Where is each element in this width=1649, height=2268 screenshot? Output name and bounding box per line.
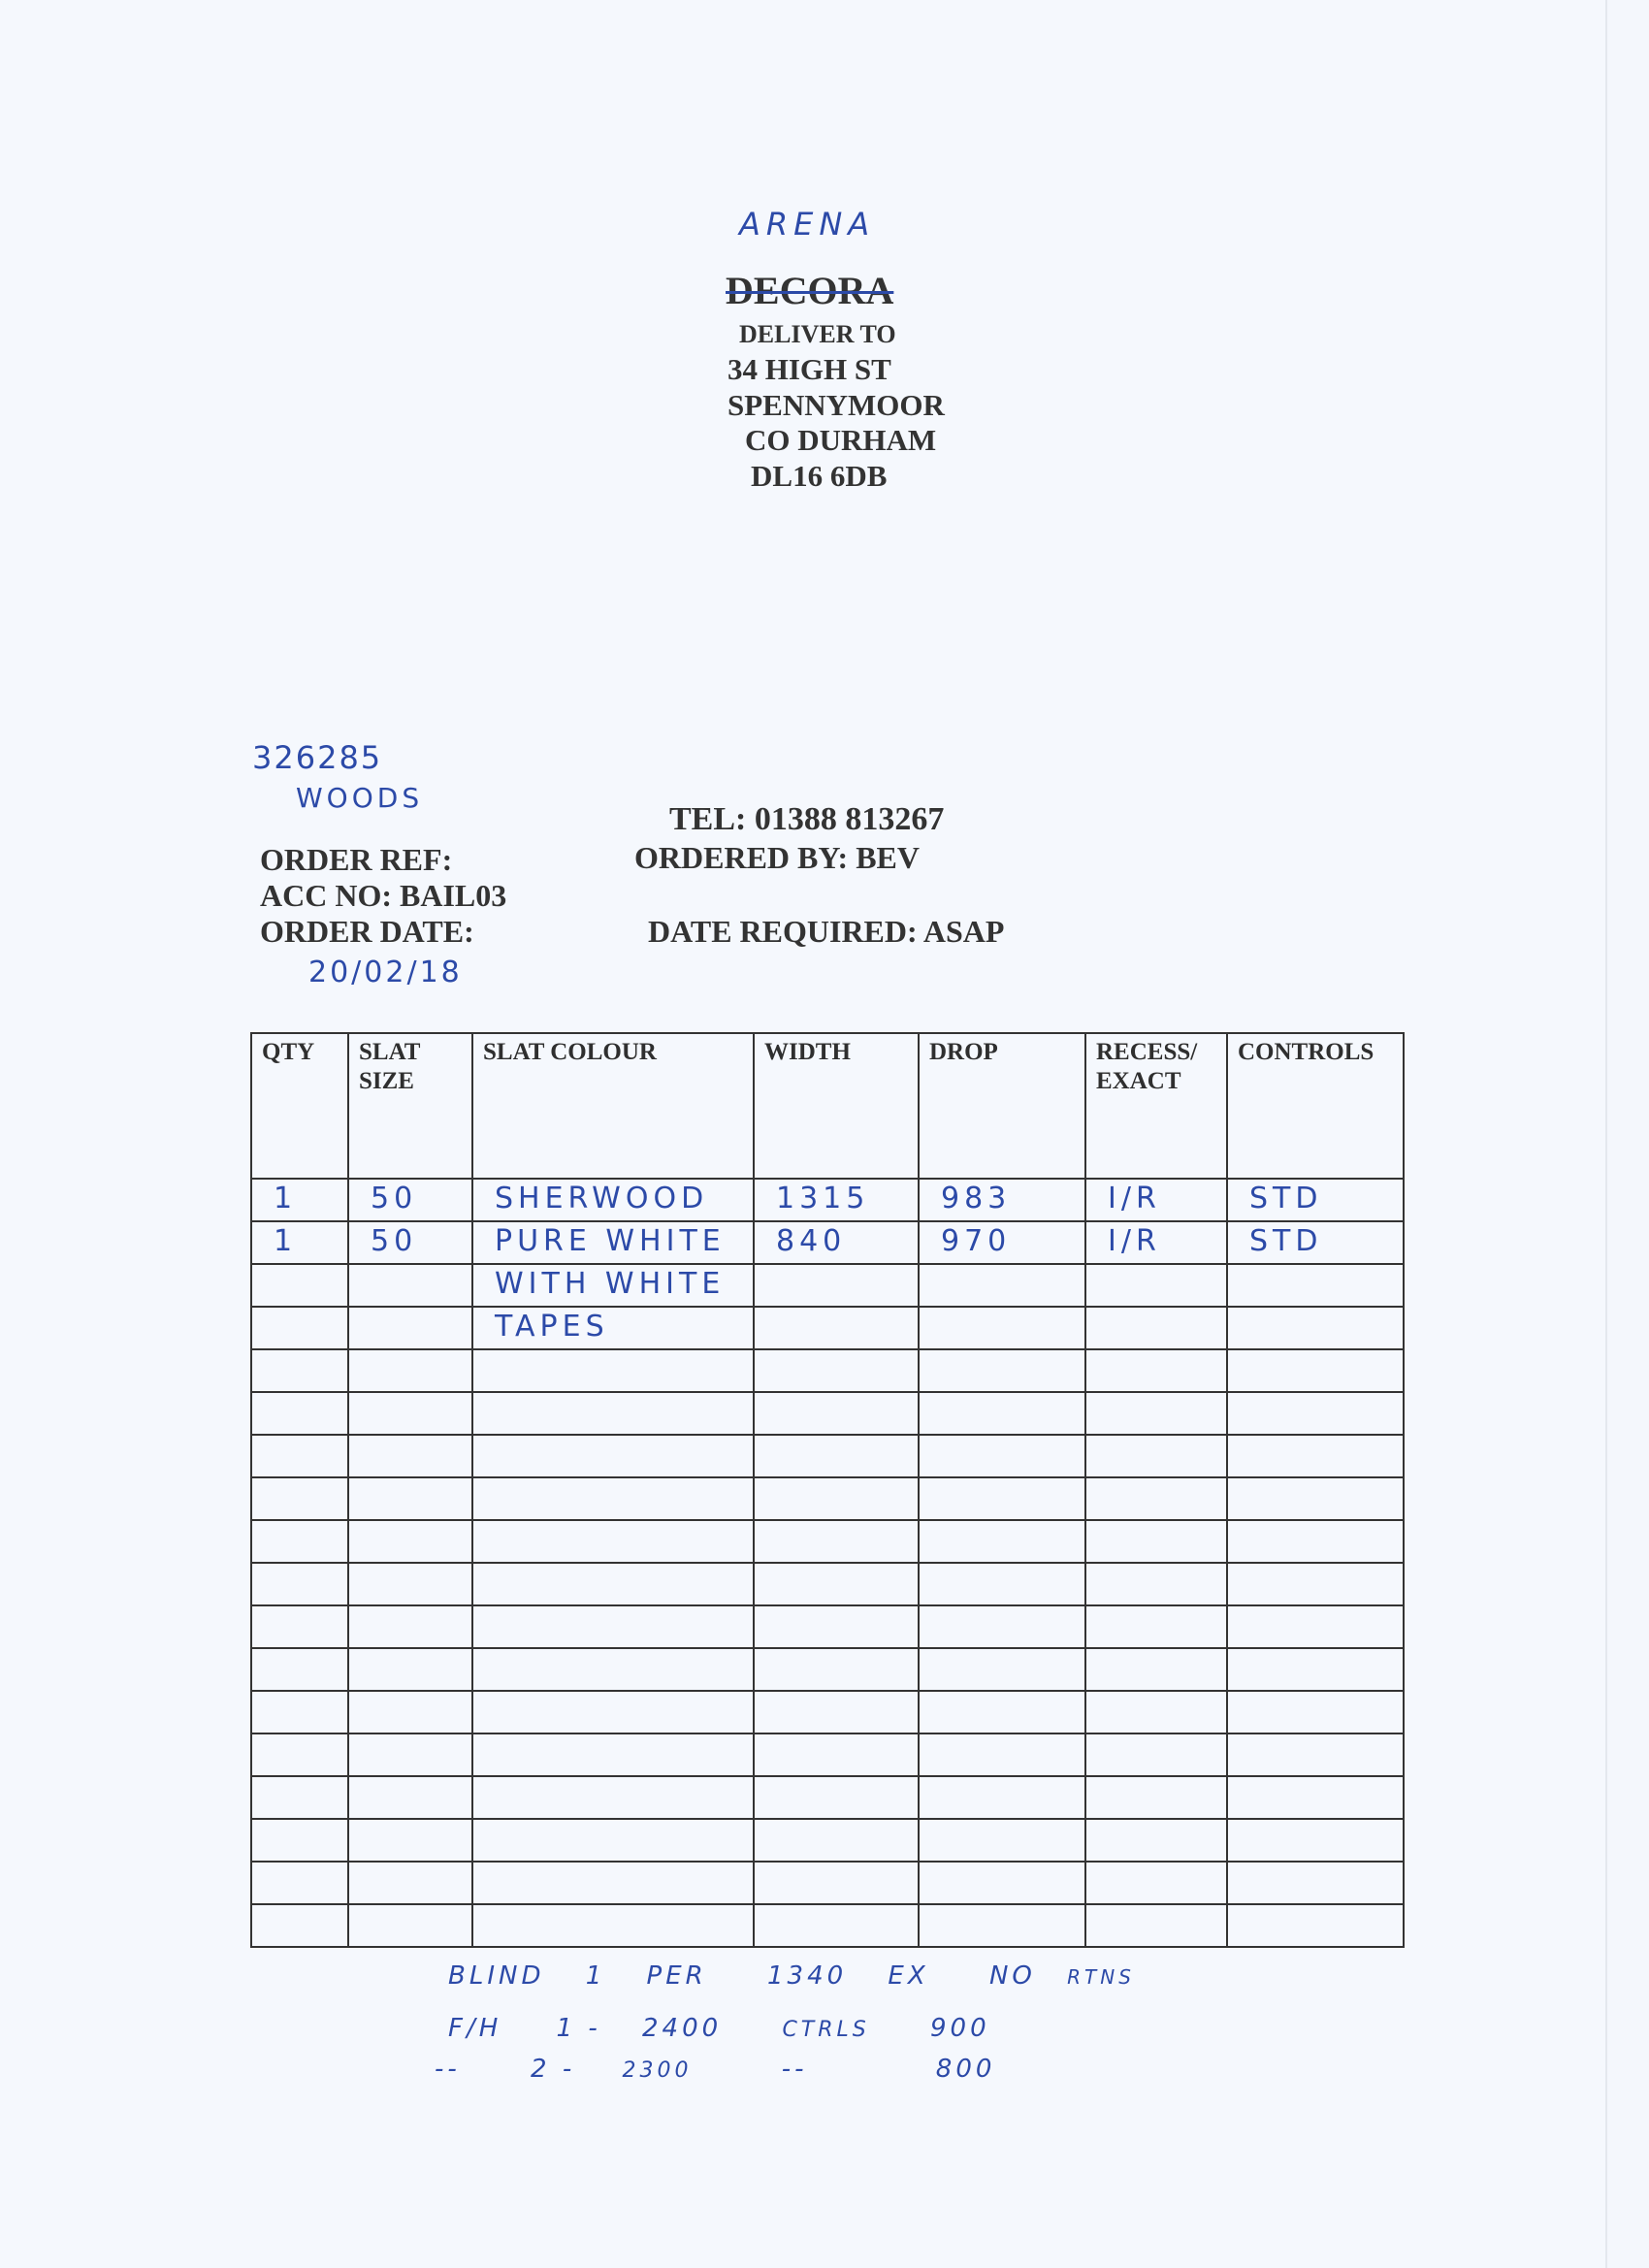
table-row bbox=[251, 1862, 1404, 1904]
table-row bbox=[251, 1349, 1404, 1392]
cell-slat-size bbox=[348, 1435, 472, 1477]
header-qty: QTY bbox=[251, 1033, 348, 1179]
table-row bbox=[251, 1179, 1404, 1221]
header-slat-size: SLAT SIZE bbox=[348, 1033, 472, 1179]
cell-drop bbox=[919, 1520, 1085, 1563]
cell-slat-colour: PURE WHITE bbox=[472, 1221, 754, 1264]
cell-slat-size bbox=[348, 1392, 472, 1435]
cell-width: 840 bbox=[754, 1221, 919, 1264]
cell-slat-colour bbox=[472, 1563, 754, 1605]
table-row bbox=[251, 1520, 1404, 1563]
note-word: F/H bbox=[448, 2014, 502, 2043]
cell-qty bbox=[251, 1904, 348, 1947]
cell-controls bbox=[1227, 1264, 1404, 1307]
cell-slat-size bbox=[348, 1520, 472, 1563]
note-word: 2 - bbox=[531, 2055, 576, 2084]
tel-number: TEL: 01388 813267 bbox=[669, 801, 945, 837]
order-date-label: ORDER DATE: bbox=[260, 914, 474, 949]
note-line-3 bbox=[435, 2055, 995, 2084]
cell-controls: STD bbox=[1227, 1221, 1404, 1264]
cell-width: 1315 bbox=[754, 1179, 919, 1221]
note-line-2 bbox=[448, 2014, 990, 2043]
cell-controls bbox=[1227, 1392, 1404, 1435]
ordered-by: ORDERED BY: BEV bbox=[634, 840, 920, 875]
cell-qty bbox=[251, 1776, 348, 1819]
cell-width bbox=[754, 1349, 919, 1392]
cell-slat-size: 50 bbox=[348, 1179, 472, 1221]
table-row bbox=[251, 1733, 1404, 1776]
cell-controls bbox=[1227, 1904, 1404, 1947]
header-controls: CONTROLS bbox=[1227, 1033, 1404, 1179]
cell-slat-colour bbox=[472, 1862, 754, 1904]
cell-slat-colour bbox=[472, 1691, 754, 1733]
note-line-1 bbox=[448, 1961, 1135, 1991]
order-table bbox=[250, 1032, 1405, 1948]
cell-slat-size bbox=[348, 1733, 472, 1776]
table-row bbox=[251, 1648, 1404, 1691]
cell-recess bbox=[1085, 1392, 1227, 1435]
cell-qty bbox=[251, 1477, 348, 1520]
deliver-to-label: DELIVER TO bbox=[739, 320, 896, 348]
note-word: 1340 bbox=[766, 1961, 848, 1991]
table-row bbox=[251, 1221, 1404, 1264]
cell-slat-colour bbox=[472, 1648, 754, 1691]
cell-qty bbox=[251, 1691, 348, 1733]
cell-controls bbox=[1227, 1349, 1404, 1392]
table-row bbox=[251, 1691, 1404, 1733]
cell-width bbox=[754, 1776, 919, 1819]
table-row bbox=[251, 1307, 1404, 1349]
cell-slat-size bbox=[348, 1776, 472, 1819]
handwritten-date: 20/02/18 bbox=[308, 956, 463, 989]
acc-no: ACC NO: BAIL03 bbox=[260, 878, 507, 913]
cell-slat-colour: TAPES bbox=[472, 1307, 754, 1349]
note-word: 1 bbox=[585, 1961, 606, 1991]
cell-drop bbox=[919, 1733, 1085, 1776]
note-word: BLIND bbox=[448, 1961, 545, 1991]
cell-qty bbox=[251, 1307, 348, 1349]
cell-width bbox=[754, 1477, 919, 1520]
cell-controls: STD bbox=[1227, 1179, 1404, 1221]
cell-slat-size bbox=[348, 1819, 472, 1862]
note-word: 2300 bbox=[622, 2058, 693, 2083]
address-line-1: 34 HIGH ST bbox=[728, 352, 891, 386]
cell-recess bbox=[1085, 1435, 1227, 1477]
cell-qty: 1 bbox=[251, 1179, 348, 1221]
handwritten-company: ARENA bbox=[739, 206, 876, 243]
cell-slat-size bbox=[348, 1264, 472, 1307]
address-line-3: CO DURHAM bbox=[745, 423, 937, 457]
cell-controls bbox=[1227, 1563, 1404, 1605]
note-word: 900 bbox=[930, 2014, 990, 2043]
address-line-4: DL16 6DB bbox=[751, 459, 888, 493]
cell-width bbox=[754, 1307, 919, 1349]
cell-width bbox=[754, 1819, 919, 1862]
table-row bbox=[251, 1392, 1404, 1435]
cell-slat-size: 50 bbox=[348, 1221, 472, 1264]
cell-drop bbox=[919, 1776, 1085, 1819]
header-slat-colour: SLAT COLOUR bbox=[472, 1033, 754, 1179]
order-ref-label: ORDER REF: bbox=[260, 842, 453, 877]
cell-slat-colour: WITH WHITE bbox=[472, 1264, 754, 1307]
cell-drop bbox=[919, 1563, 1085, 1605]
cell-qty bbox=[251, 1435, 348, 1477]
table-row bbox=[251, 1435, 1404, 1477]
cell-qty: 1 bbox=[251, 1221, 348, 1264]
cell-recess bbox=[1085, 1605, 1227, 1648]
table-row bbox=[251, 1904, 1404, 1947]
cell-qty bbox=[251, 1392, 348, 1435]
cell-slat-size bbox=[348, 1477, 472, 1520]
header-width: WIDTH bbox=[754, 1033, 919, 1179]
cell-controls bbox=[1227, 1605, 1404, 1648]
cell-controls bbox=[1227, 1776, 1404, 1819]
cell-controls bbox=[1227, 1307, 1404, 1349]
cell-qty bbox=[251, 1605, 348, 1648]
cell-recess: I/R bbox=[1085, 1179, 1227, 1221]
handwritten-name: WOODS bbox=[296, 782, 424, 814]
table-row bbox=[251, 1264, 1404, 1307]
cell-qty bbox=[251, 1862, 348, 1904]
cell-drop bbox=[919, 1605, 1085, 1648]
printed-company: DECORA bbox=[726, 269, 894, 312]
cell-recess: I/R bbox=[1085, 1221, 1227, 1264]
cell-drop bbox=[919, 1264, 1085, 1307]
header-recess-exact: RECESS/ EXACT bbox=[1085, 1033, 1227, 1179]
cell-width bbox=[754, 1563, 919, 1605]
cell-qty bbox=[251, 1264, 348, 1307]
cell-slat-size bbox=[348, 1349, 472, 1392]
cell-slat-colour bbox=[472, 1392, 754, 1435]
cell-width bbox=[754, 1520, 919, 1563]
cell-drop bbox=[919, 1435, 1085, 1477]
cell-width bbox=[754, 1862, 919, 1904]
cell-width bbox=[754, 1605, 919, 1648]
cell-controls bbox=[1227, 1862, 1404, 1904]
cell-slat-colour bbox=[472, 1435, 754, 1477]
cell-drop bbox=[919, 1819, 1085, 1862]
cell-slat-colour bbox=[472, 1520, 754, 1563]
cell-recess bbox=[1085, 1648, 1227, 1691]
table-row bbox=[251, 1477, 1404, 1520]
cell-drop bbox=[919, 1862, 1085, 1904]
cell-slat-size bbox=[348, 1862, 472, 1904]
cell-slat-size bbox=[348, 1605, 472, 1648]
cell-qty bbox=[251, 1520, 348, 1563]
cell-width bbox=[754, 1392, 919, 1435]
cell-qty bbox=[251, 1733, 348, 1776]
cell-slat-colour bbox=[472, 1776, 754, 1819]
cell-width bbox=[754, 1733, 919, 1776]
note-word: EX bbox=[888, 1961, 929, 1991]
cell-controls bbox=[1227, 1520, 1404, 1563]
table-row bbox=[251, 1563, 1404, 1605]
cell-width bbox=[754, 1648, 919, 1691]
cell-controls bbox=[1227, 1691, 1404, 1733]
cell-recess bbox=[1085, 1307, 1227, 1349]
cell-width bbox=[754, 1264, 919, 1307]
cell-recess bbox=[1085, 1733, 1227, 1776]
cell-recess bbox=[1085, 1862, 1227, 1904]
cell-recess bbox=[1085, 1349, 1227, 1392]
cell-controls bbox=[1227, 1435, 1404, 1477]
cell-recess bbox=[1085, 1563, 1227, 1605]
table-row bbox=[251, 1605, 1404, 1648]
note-word: CTRLS bbox=[782, 2018, 870, 2042]
cell-recess bbox=[1085, 1691, 1227, 1733]
cell-recess bbox=[1085, 1819, 1227, 1862]
cell-slat-colour bbox=[472, 1477, 754, 1520]
cell-drop: 970 bbox=[919, 1221, 1085, 1264]
cell-slat-colour bbox=[472, 1733, 754, 1776]
date-required: DATE REQUIRED: ASAP bbox=[648, 914, 1005, 949]
note-word: NO bbox=[988, 1961, 1036, 1991]
cell-controls bbox=[1227, 1819, 1404, 1862]
cell-controls bbox=[1227, 1477, 1404, 1520]
cell-slat-colour bbox=[472, 1349, 754, 1392]
cell-drop bbox=[919, 1392, 1085, 1435]
cell-controls bbox=[1227, 1648, 1404, 1691]
cell-drop bbox=[919, 1648, 1085, 1691]
cell-drop bbox=[919, 1477, 1085, 1520]
cell-drop bbox=[919, 1307, 1085, 1349]
handwritten-ref: 326285 bbox=[252, 739, 383, 776]
cell-slat-colour bbox=[472, 1904, 754, 1947]
cell-width bbox=[754, 1435, 919, 1477]
note-word: -- bbox=[435, 2055, 461, 2084]
cell-drop bbox=[919, 1691, 1085, 1733]
header-drop: DROP bbox=[919, 1033, 1085, 1179]
note-word: RTNS bbox=[1067, 1965, 1135, 1989]
cell-width bbox=[754, 1691, 919, 1733]
cell-qty bbox=[251, 1648, 348, 1691]
cell-recess bbox=[1085, 1776, 1227, 1819]
address-line-2: SPENNYMOOR bbox=[728, 388, 945, 422]
cell-recess bbox=[1085, 1904, 1227, 1947]
cell-recess bbox=[1085, 1477, 1227, 1520]
cell-slat-size bbox=[348, 1307, 472, 1349]
cell-qty bbox=[251, 1349, 348, 1392]
note-word: PER bbox=[646, 1961, 707, 1991]
cell-qty bbox=[251, 1819, 348, 1862]
cell-recess bbox=[1085, 1520, 1227, 1563]
note-word: 2400 bbox=[642, 2014, 723, 2043]
cell-width bbox=[754, 1904, 919, 1947]
table-row bbox=[251, 1819, 1404, 1862]
table-header-row bbox=[251, 1033, 1404, 1179]
cell-drop bbox=[919, 1349, 1085, 1392]
note-word: 800 bbox=[935, 2055, 996, 2084]
cell-controls bbox=[1227, 1733, 1404, 1776]
cell-slat-colour bbox=[472, 1819, 754, 1862]
note-word: -- bbox=[781, 2055, 808, 2084]
cell-qty bbox=[251, 1563, 348, 1605]
cell-slat-size bbox=[348, 1904, 472, 1947]
cell-recess bbox=[1085, 1264, 1227, 1307]
cell-slat-colour: SHERWOOD bbox=[472, 1179, 754, 1221]
cell-slat-size bbox=[348, 1563, 472, 1605]
cell-drop: 983 bbox=[919, 1179, 1085, 1221]
note-word: 1 - bbox=[556, 2014, 601, 2043]
table-row bbox=[251, 1776, 1404, 1819]
cell-slat-colour bbox=[472, 1605, 754, 1648]
cell-slat-size bbox=[348, 1648, 472, 1691]
cell-slat-size bbox=[348, 1691, 472, 1733]
cell-drop bbox=[919, 1904, 1085, 1947]
